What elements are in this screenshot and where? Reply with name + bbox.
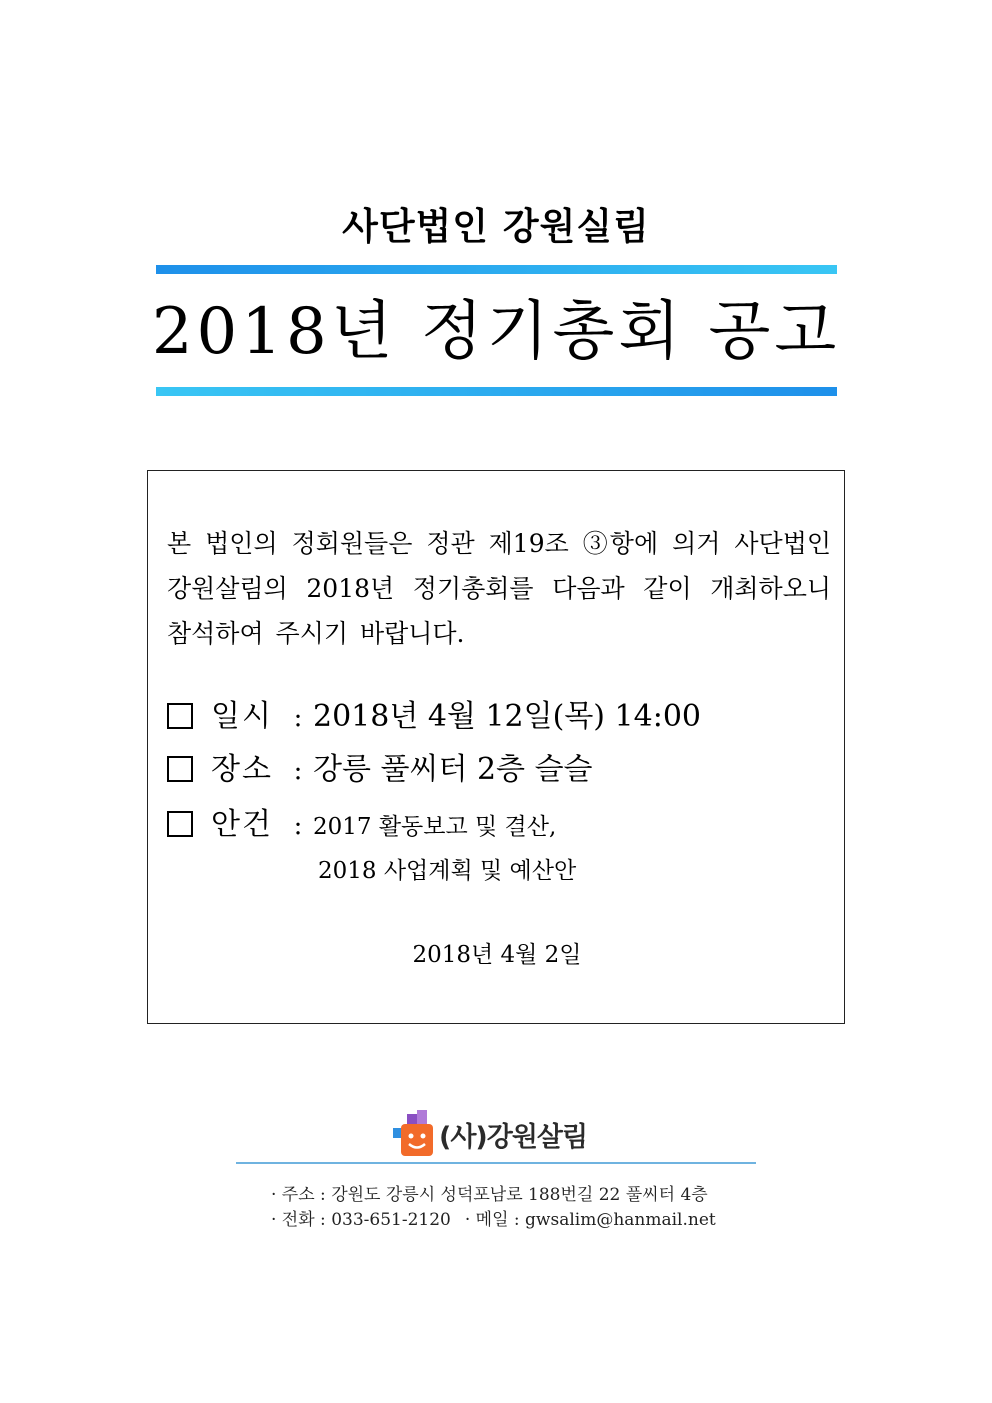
notice-date: 2018년 4월 2일 xyxy=(412,942,582,968)
checkbox-icon xyxy=(167,756,193,782)
item-agenda xyxy=(167,805,556,847)
org-title: 사단법인 강원실림 xyxy=(342,205,650,248)
item-location xyxy=(167,750,593,791)
phone-label: · 전화 : xyxy=(271,1210,332,1230)
email-label: · 메일 : xyxy=(464,1210,526,1230)
item-label: 장소 xyxy=(211,752,273,787)
item-colon: : xyxy=(293,811,303,841)
logo-mark-icon xyxy=(387,1108,437,1160)
phone-value: 033-651-2120 xyxy=(331,1210,451,1230)
item-datetime xyxy=(167,697,701,738)
main-title: 2018년 정기총회 공고 xyxy=(151,295,841,369)
item-label: 안건 xyxy=(211,807,273,842)
title-rule-top xyxy=(156,265,837,274)
logo-text: (사)강원살림 xyxy=(439,1121,588,1153)
item-value: 2018년 4월 12일(목) 14:00 xyxy=(313,699,701,734)
notice-box xyxy=(147,470,845,1024)
item-label: 일시 xyxy=(211,699,273,734)
item-value: 강릉 풀씨터 2층 슬슬 xyxy=(313,752,593,787)
footer-contact xyxy=(271,1208,716,1232)
footer-address xyxy=(271,1183,708,1207)
address-label: · 주소 : xyxy=(271,1185,332,1205)
item-colon: : xyxy=(293,703,303,733)
address-value: 강원도 강릉시 성덕포남로 188번길 22 풀씨터 4층 xyxy=(331,1185,708,1205)
title-rule-bottom xyxy=(156,387,837,396)
item-colon: : xyxy=(293,756,303,786)
logo xyxy=(387,1108,587,1160)
agenda-line2: 2018 사업계획 및 예산안 xyxy=(318,858,577,884)
email-value: gwsalim@hanmail.net xyxy=(525,1210,716,1230)
item-value: 2017 활동보고 및 결산, xyxy=(313,814,557,840)
checkbox-icon xyxy=(167,703,193,729)
footer-rule xyxy=(236,1162,756,1164)
notice-intro: 본 법인의 정회원들은 정관 제19조 ③항에 의거 사단법인 강원살림의 2018년 정기총회를 다음과 같이 개최하오니 참석하여 주시기 바랍니다. xyxy=(167,529,831,648)
checkbox-icon xyxy=(167,811,193,837)
